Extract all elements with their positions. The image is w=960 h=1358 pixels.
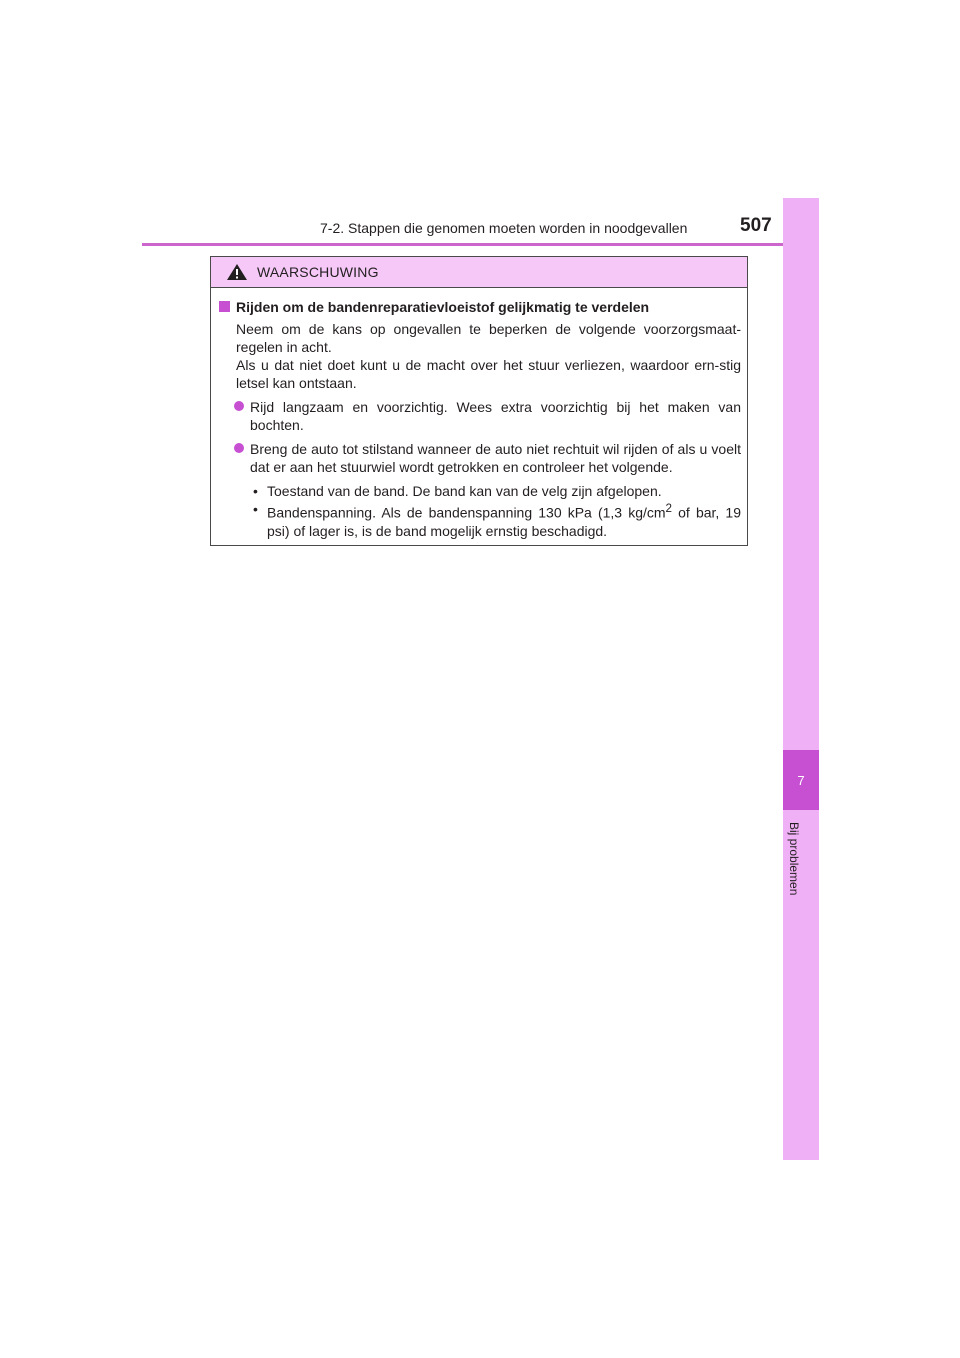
warning-triangle-icon xyxy=(226,263,248,281)
intro-paragraph: Als u dat niet doet kunt u de macht over het stuur verliezen, waardoor ern-stig letsel kan ontstaan. xyxy=(236,357,741,391)
sub-list-item-text xyxy=(267,500,741,540)
chapter-label: Bij problemen xyxy=(787,822,801,896)
header-title: 7-2. Stappen die genomen moeten worden in noodgevallen xyxy=(320,220,688,236)
sub-list-item-text: Toestand van de band. De band kan van de velg zijn afgelopen. xyxy=(267,483,662,499)
list-item xyxy=(234,398,741,434)
section-heading-text: Rijden om de bandenreparatievloeistof gelijkmatig te verdelen xyxy=(236,299,650,315)
square-bullet-icon xyxy=(219,301,230,312)
page-number: 507 xyxy=(740,215,772,236)
warning-label: WAARSCHUWING xyxy=(257,264,379,280)
sub-list-item xyxy=(253,500,741,540)
list-item-text: Rijd langzaam en voorzichtig. Wees extra voorzichtig bij het maken van bochten. xyxy=(250,399,741,433)
list-item-text: Breng de auto tot stilstand wanneer de auto niet rechtuit wil rijden of als u voelt dat er aan het stuurwiel wordt getrokken en controleer het volgende. xyxy=(250,441,741,475)
small-bullet-icon: • xyxy=(253,483,258,499)
chapter-number: 7 xyxy=(783,750,819,810)
warning-header xyxy=(211,257,747,288)
warning-box xyxy=(210,256,748,546)
side-tab xyxy=(783,198,819,1160)
list-item xyxy=(234,440,741,476)
intro-paragraph: Neem om de kans op ongevallen te beperken de volgende voorzorgsmaat-regelen in acht. xyxy=(236,321,741,355)
small-bullet-icon: • xyxy=(253,501,258,517)
pressure-text-end: of bar, 19 psi) of lager is, is de band mogelijk ernstig beschadigd. xyxy=(267,504,741,539)
sub-list-item xyxy=(253,482,741,500)
superscript: 2 xyxy=(665,502,673,515)
round-bullet-icon xyxy=(234,401,244,411)
warning-body xyxy=(211,288,747,550)
round-bullet-icon xyxy=(234,443,244,453)
pressure-text: Bandenspanning. Als de bandenspanning 130 kPa (1,3 kg/cm xyxy=(267,504,666,521)
sub-list xyxy=(253,482,741,540)
header-divider xyxy=(142,243,818,246)
section-heading xyxy=(217,298,741,316)
